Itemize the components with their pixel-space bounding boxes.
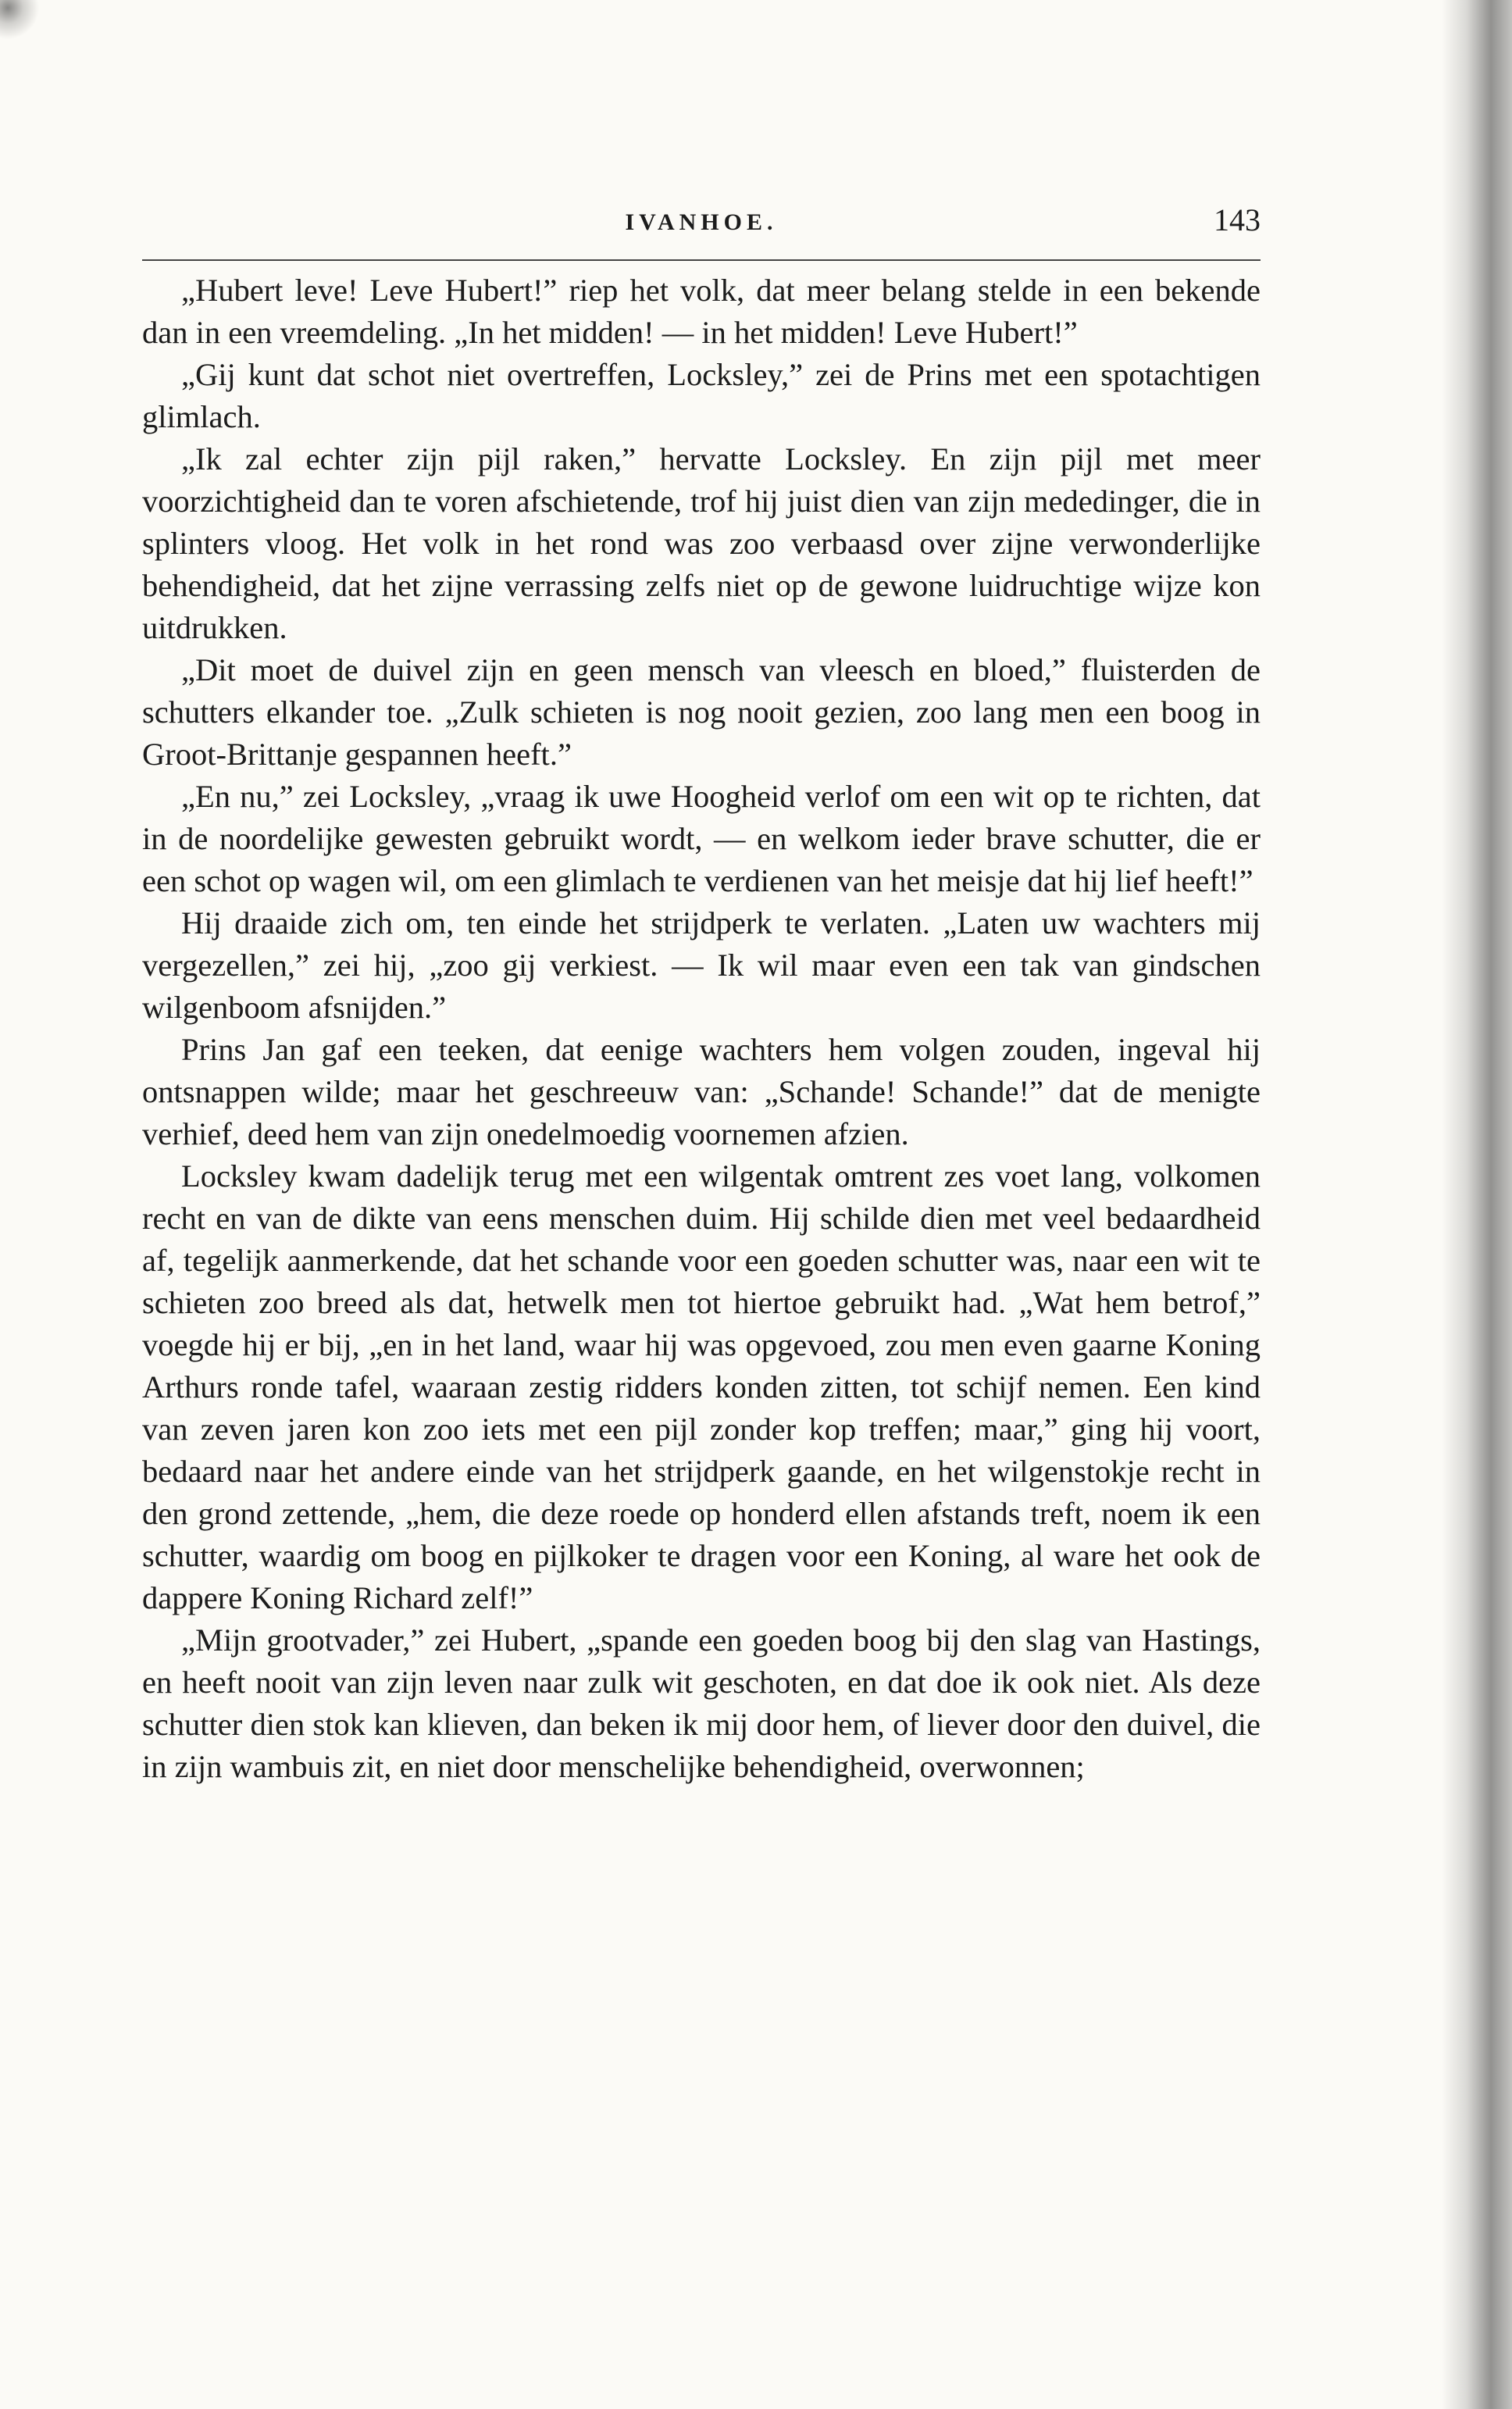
body-text (142, 269, 1261, 1788)
paragraph: „Mijn grootvader,” zei Hubert, „spande een goeden boog bij den slag van Hastings, en heeft nooit van zijn leven naar zulk wit geschoten, en dat doe ik ook niet. Als deze schutter dien stok kan klieven, dan beken ik mij door hem, of liever door den duivel, die in zijn wambuis zit, en niet door menschelijke behendigheid, overwonnen; (142, 1622, 1261, 1784)
scanned-page-edge (1442, 0, 1512, 2409)
paragraph: Locksley kwam dadelijk terug met een wilgentak omtrent zes voet lang, volkomen recht en van de dikte van eens menschen duim. Hij schilde dien met veel bedaardheid af, tegelijk aanmerkende, dat het schande voor een goeden schutter was, naar een wit te schieten zoo breed als dat, hetwelk men tot hiertoe gebruikt had. „Wat hem betrof,” voegde hij er bij, „en in het land, waar hij was opgevoed, zou men even gaarne Koning Arthurs ronde tafel, waaraan zestig ridders konden zitten, tot schijf nemen. Een kind van zeven jaren kon zoo iets met een pijl zonder kop treffen; maar,” ging hij voort, bedaard naar het andere einde van het strijdperk gaande, en het wilgenstokje recht in den grond zettende, „hem, die deze roede op honderd ellen afstands treft, noem ik een schutter, waardig om boog en pijlkoker te dragen voor een Koning, al ware het ook de dappere Koning Richard zelf!” (142, 1158, 1261, 1615)
paragraph: „Hubert leve! Leve Hubert!” riep het volk, dat meer belang stelde in een bekende dan in een vreemdeling. „In het midden! — in het midden! Leve Hubert!” (142, 273, 1261, 350)
paragraph: Hij draaide zich om, ten einde het strijdperk te verlaten. „Laten uw wachters mij vergezellen,” zei hij, „zoo gij verkiest. — Ik wil maar even een tak van gindschen wilgenboom afsnijden.” (142, 905, 1261, 1025)
scan-corner-speck (0, 0, 47, 55)
page-number: 143 (1214, 202, 1261, 237)
page-header (142, 202, 1261, 248)
running-title: IVANHOE. (625, 209, 778, 235)
paragraph: Prins Jan gaf een teeken, dat eenige wachters hem volgen zouden, ingeval hij ontsnappen wilde; maar het geschreeuw van: „Schande! Schande!” dat de menigte verhief, deed hem van zijn onedelmoedig voornemen afzien. (142, 1032, 1261, 1151)
paragraph: „Ik zal echter zijn pijl raken,” hervatte Locksley. En zijn pijl met meer voorzichtigheid dan te voren afschietende, trof hij juist dien van zijn mededinger, die in splinters vloog. Het volk in het rond was zoo verbaasd over zijne verwonderlijke behendigheid, dat het zijne verrassing zelfs niet op de gewone luidruchtige wijze kon uitdrukken. (142, 441, 1261, 645)
header-rule (142, 259, 1261, 261)
paragraph: „Dit moet de duivel zijn en geen mensch van vleesch en bloed,” fluisterden de schutters elkander toe. „Zulk schieten is nog nooit gezien, zoo lang men een boog in Groot-Brittanje gespannen heeft.” (142, 652, 1261, 772)
paragraph: „Gij kunt dat schot niet overtreffen, Locksley,” zei de Prins met een spotachtigen glimlach. (142, 357, 1261, 434)
paragraph: „En nu,” zei Locksley, „vraag ik uwe Hoogheid verlof om een wit op te richten, dat in de noordelijke gewesten gebruikt wordt, — en welkom ieder brave schutter, die er een schot op wagen wil, om een glimlach te verdienen van het meisje dat hij lief heeft!” (142, 779, 1261, 898)
